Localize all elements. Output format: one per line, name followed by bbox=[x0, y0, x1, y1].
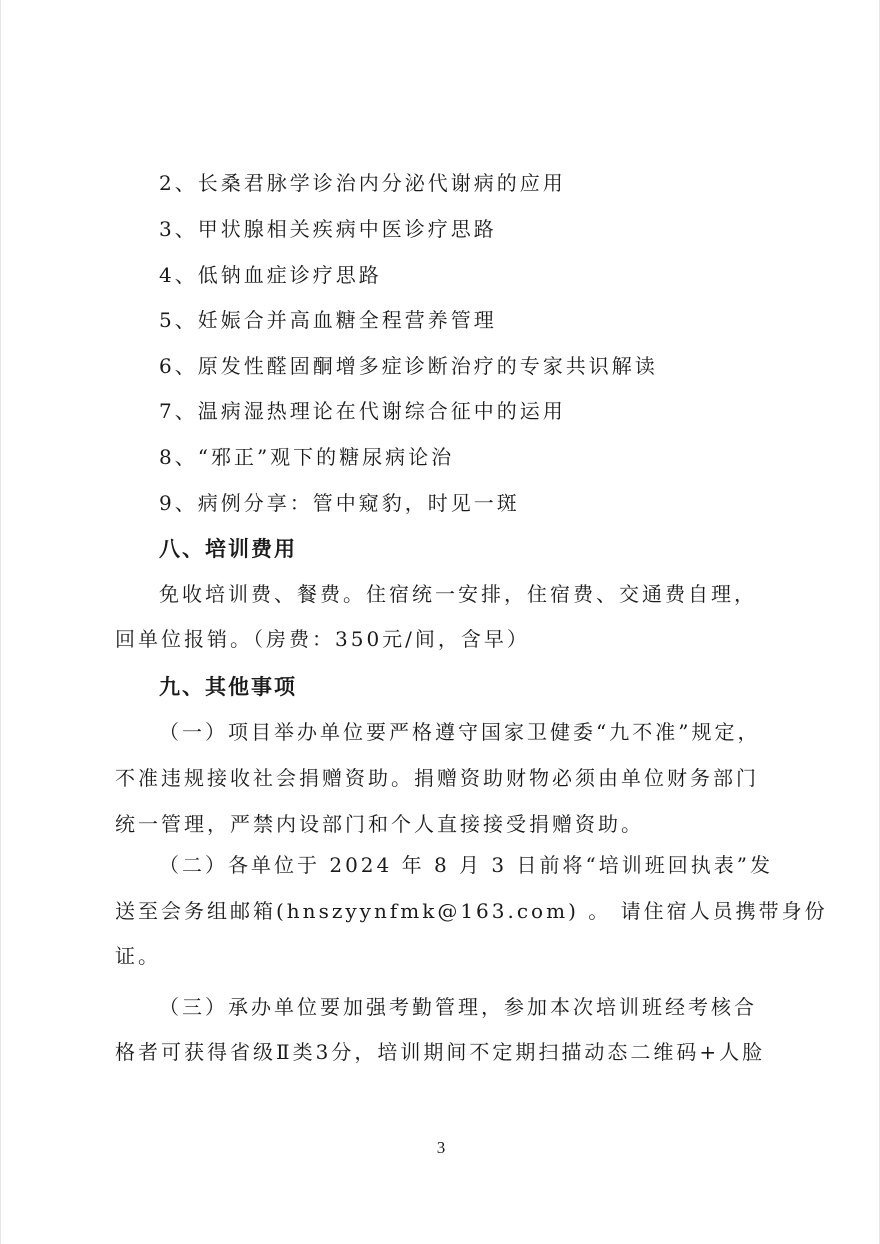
paragraph-line: 统一管理，严禁内设部门和个人直接接受捐赠资助。 bbox=[115, 812, 644, 836]
paragraph-line: 免收培训费、餐费。住宿统一安排，住宿费、交通费自理， bbox=[159, 582, 757, 606]
paragraph-line: （三）承办单位要加强考勤管理，参加本次培训班经考核合 bbox=[159, 995, 757, 1019]
list-item: 2、长桑君脉学诊治内分泌代谢病的应用 bbox=[159, 171, 566, 195]
paragraph-line: 证。 bbox=[115, 944, 161, 968]
list-item: 7、温病湿热理论在代谢综合征中的运用 bbox=[159, 399, 566, 423]
paragraph-line: （二）各单位于 2024 年 8 月 3 日前将“培训班回执表”发 bbox=[159, 853, 773, 877]
paragraph-line: 不准违规接收社会捐赠资助。捐赠资助财物必须由单位财务部门 bbox=[115, 766, 759, 790]
list-item: 9、病例分享：管中窥豹，时见一斑 bbox=[159, 491, 520, 515]
paragraph-line: 格者可获得省级Ⅱ类3分，培训期间不定期扫描动态二维码+人脸 bbox=[115, 1040, 766, 1064]
page-number: 3 bbox=[436, 1138, 446, 1157]
list-item: 8、“邪正”观下的糖尿病论治 bbox=[159, 445, 455, 469]
section-heading-fees: 八、培训费用 bbox=[159, 536, 297, 561]
list-item: 3、甲状腺相关疾病中医诊疗思路 bbox=[159, 217, 497, 241]
list-item: 5、妊娠合并高血糖全程营养管理 bbox=[159, 308, 497, 332]
paragraph-line: 送至会务组邮箱(hnszyynfmk@163.com) 。 请住宿人员携带身份 bbox=[115, 899, 828, 923]
section-heading-other: 九、其他事项 bbox=[159, 674, 297, 699]
paragraph-line: 回单位报销。（房费：350元/间，含早） bbox=[115, 627, 530, 651]
paragraph-line: （一）项目举办单位要严格遵守国家卫健委“九不准”规定， bbox=[159, 720, 761, 744]
list-item: 6、原发性醛固酮增多症诊断治疗的专家共识解读 bbox=[159, 354, 658, 378]
list-item: 4、低钠血症诊疗思路 bbox=[159, 263, 382, 287]
